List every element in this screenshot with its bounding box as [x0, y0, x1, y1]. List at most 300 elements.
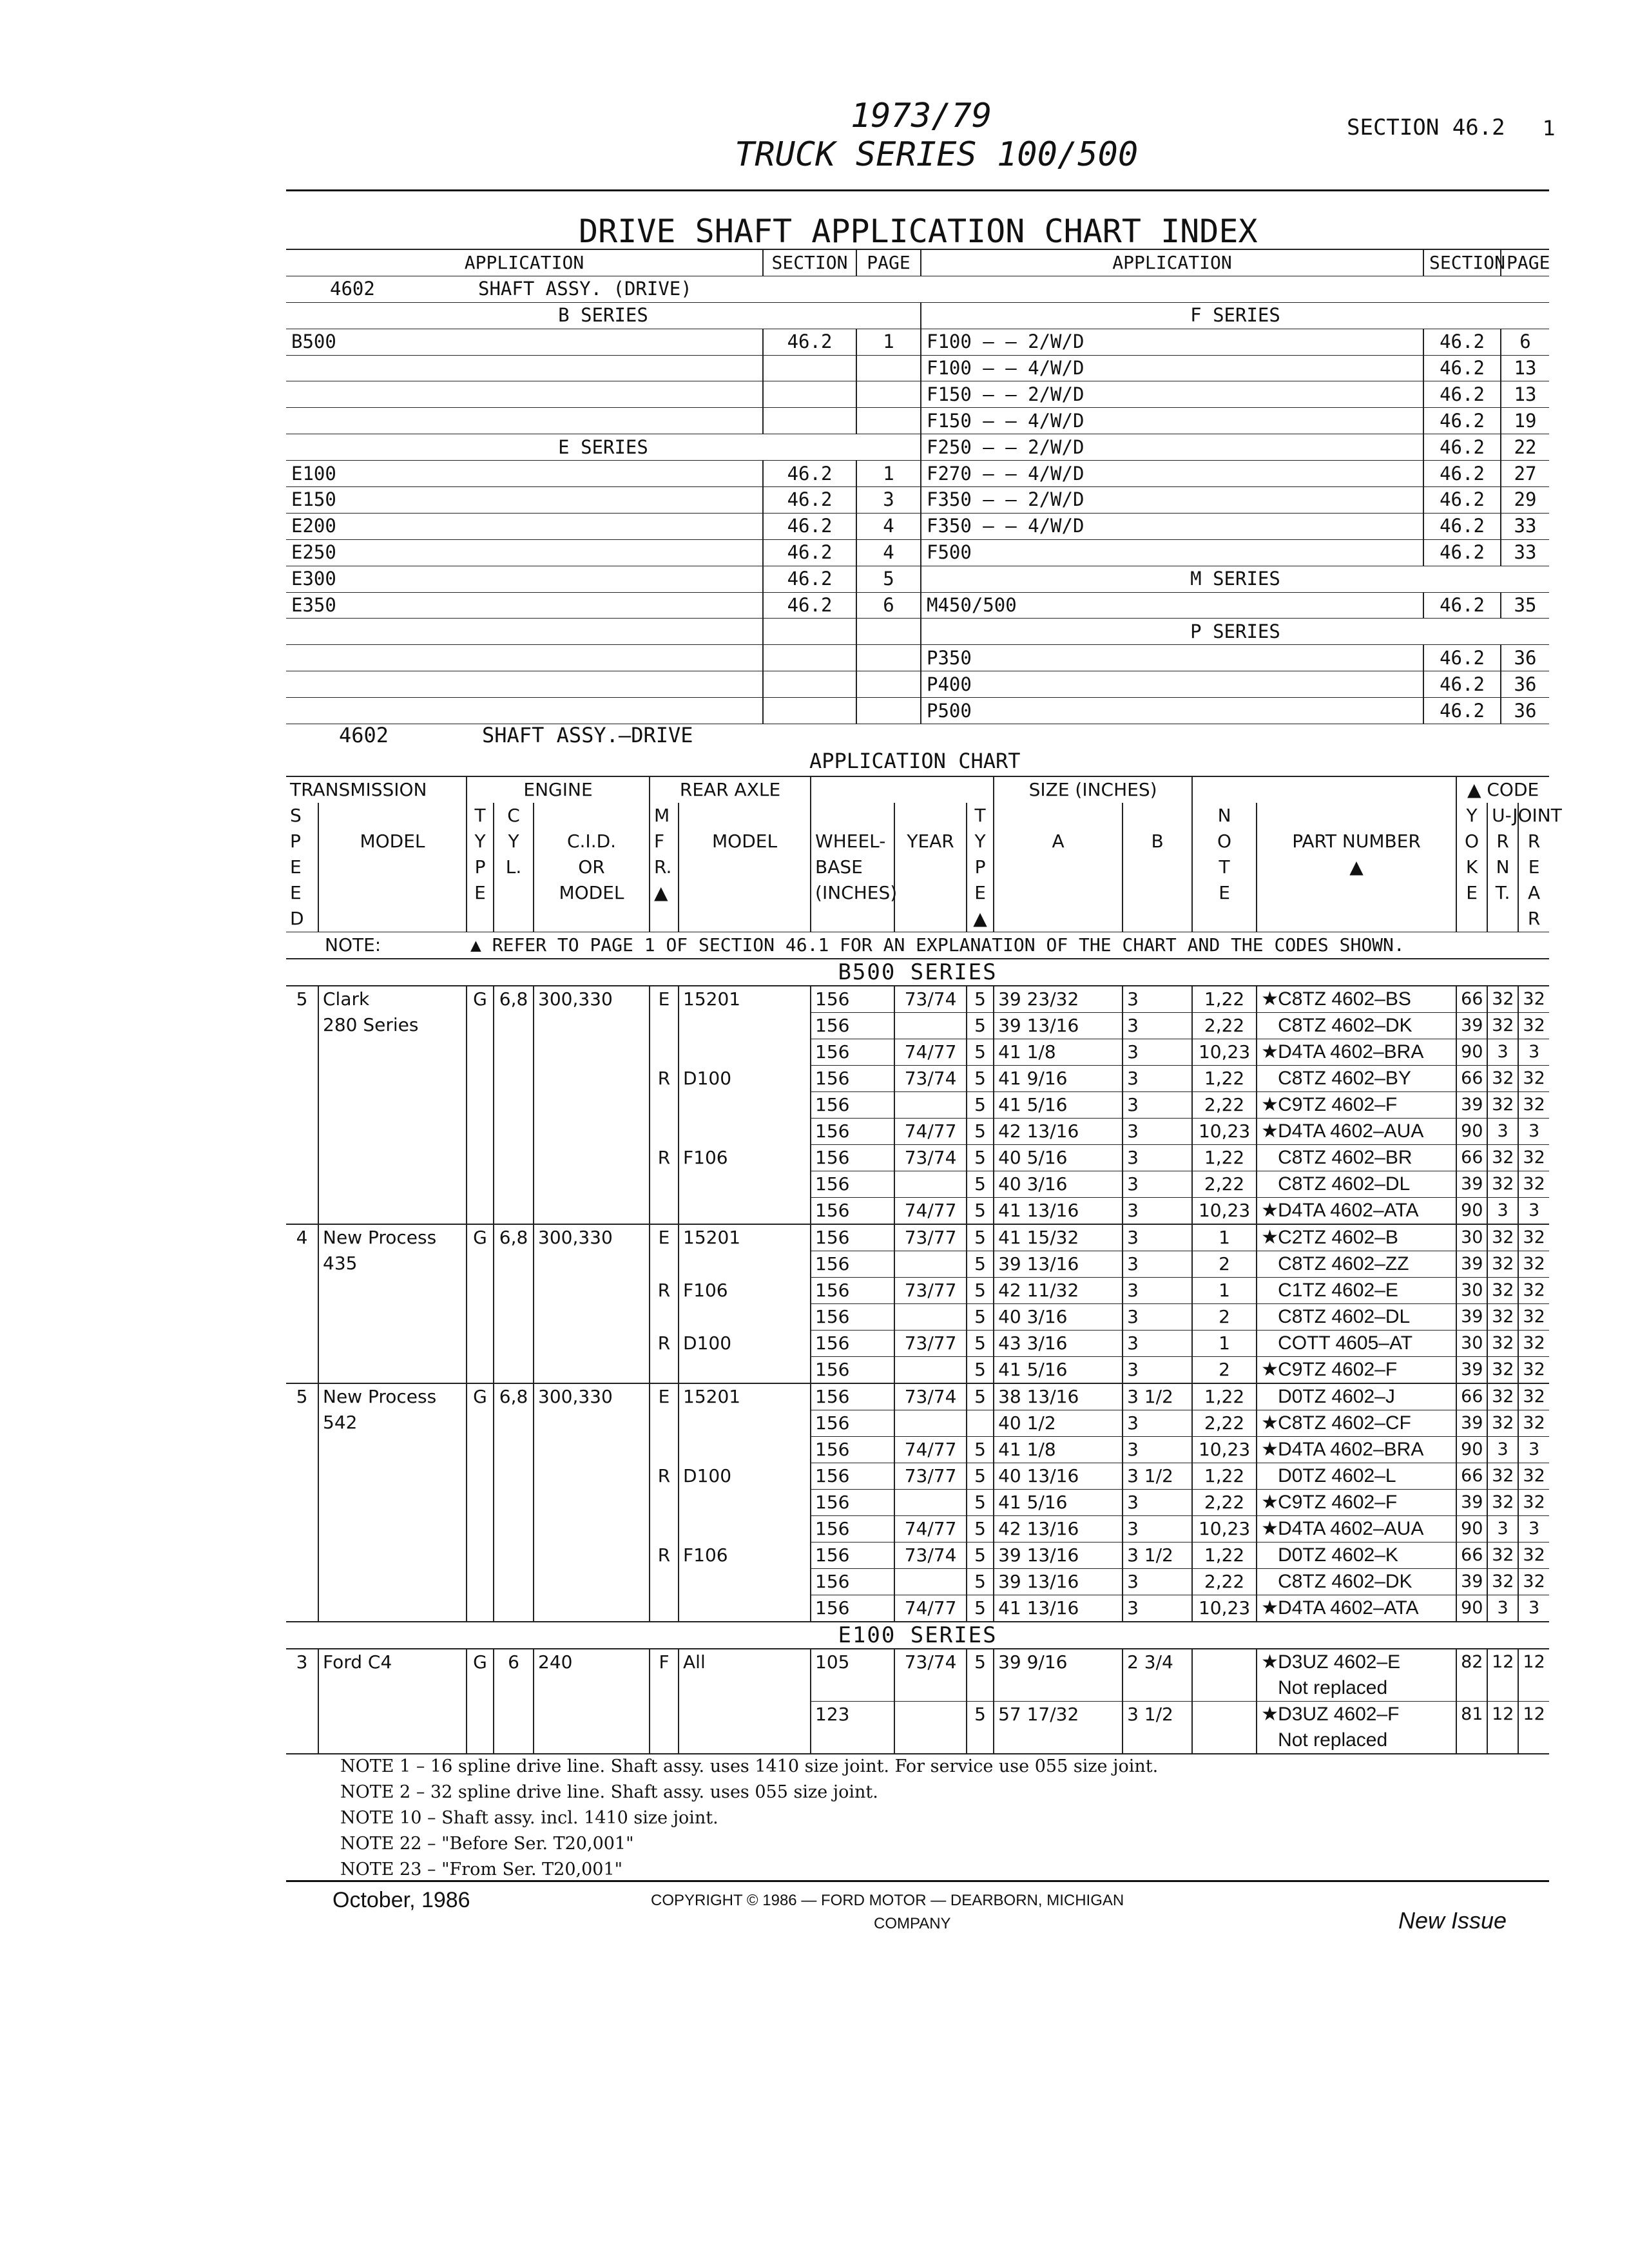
index-section: [763, 698, 856, 724]
header-year: 1973/79: [851, 97, 992, 135]
size-b-value: 3 1/2: [1123, 1463, 1192, 1490]
header-type: Y: [967, 829, 994, 854]
driveshaft-type: 5: [967, 1278, 994, 1304]
part-number: D4TA 4602–AUA: [1278, 1120, 1424, 1142]
index-section: 46.2: [1423, 381, 1501, 408]
driveshaft-type: 5: [967, 1013, 994, 1039]
index-page: [856, 355, 921, 381]
part-number-remark: Not replaced: [1278, 1729, 1388, 1751]
index-page: 1: [856, 329, 921, 355]
footer-rule: [286, 1880, 1549, 1882]
header-type: ▲: [967, 906, 994, 932]
size-a-value: 41 1/8: [994, 1039, 1123, 1066]
rear-joint-code: 32: [1518, 1066, 1549, 1092]
index-page: 33: [1501, 539, 1549, 566]
header-size-a: [994, 880, 1123, 906]
header-part-number: ▲: [1257, 854, 1456, 880]
note-value: 2: [1192, 1357, 1257, 1384]
part-number-cell: [1257, 1410, 1456, 1437]
wheelbase-value: 156: [811, 1357, 894, 1384]
year-value: 73/77: [894, 1224, 967, 1251]
front-joint-code: 3: [1487, 1198, 1518, 1225]
size-a-value: 41 1/8: [994, 1437, 1123, 1463]
size-b-value: 3: [1123, 1304, 1192, 1331]
header-rear: R: [1518, 906, 1549, 932]
header-type: P: [967, 854, 994, 880]
index-page: 5: [856, 566, 921, 592]
note-value: 2,22: [1192, 1410, 1257, 1437]
header-year: [894, 854, 967, 880]
engine-type: G: [467, 1649, 494, 1754]
table-bottom-row: [286, 1754, 1549, 1756]
axle-mfr: R: [650, 1145, 679, 1225]
size-a-value: 57 17/32: [994, 1702, 1123, 1754]
part-number-cell: [1257, 1198, 1456, 1225]
driveshaft-type: 5: [967, 1251, 994, 1278]
rear-joint-code: 32: [1518, 1569, 1549, 1595]
header-axle-model: [679, 906, 811, 932]
front-joint-code: 32: [1487, 1092, 1518, 1119]
part-number: C2TZ 4602–B: [1278, 1227, 1398, 1248]
year-value: 74/77: [894, 1595, 967, 1622]
driveshaft-type: 5: [967, 1092, 994, 1119]
wheelbase-value: 156: [811, 1224, 894, 1251]
engine-type: G: [467, 1383, 494, 1622]
header-transmission: TRANSMISSION: [286, 776, 467, 803]
header-rear: E: [1518, 854, 1549, 880]
driveshaft-type: 5: [967, 1198, 994, 1225]
note-value: 2,22: [1192, 1013, 1257, 1039]
size-a-value: 41 15/32: [994, 1224, 1123, 1251]
index-application: F500: [921, 539, 1423, 566]
header-model: [318, 906, 467, 932]
driveshaft-type: 5: [967, 1171, 994, 1198]
index-section: [763, 619, 856, 645]
rear-joint-code: 3: [1518, 1516, 1549, 1542]
index-application: F350 — — 2/W/D: [921, 487, 1423, 514]
yoke-code: 39: [1456, 1490, 1487, 1516]
header-front: T.: [1487, 880, 1518, 906]
rear-joint-code: 32: [1518, 986, 1549, 1013]
year-value: [894, 1013, 967, 1039]
part-number: D4TA 4602–ATA: [1278, 1597, 1419, 1619]
yoke-code: 66: [1456, 1145, 1487, 1171]
index-page: 29: [1501, 487, 1549, 514]
index-row: [286, 671, 1549, 698]
front-joint-code: 32: [1487, 1304, 1518, 1331]
yoke-code: 39: [1456, 1410, 1487, 1437]
part-number: C9TZ 4602–F: [1278, 1359, 1398, 1380]
wheelbase-value: 156: [811, 986, 894, 1013]
chart-note-row: [286, 932, 1549, 959]
year-value: [894, 1304, 967, 1331]
index-row: [286, 329, 1549, 355]
size-a-value: 40 3/16: [994, 1304, 1123, 1331]
transmission-model-line: Ford C4: [323, 1651, 392, 1673]
size-a-value: 42 11/32: [994, 1278, 1123, 1304]
rear-joint-code: 3: [1518, 1198, 1549, 1225]
size-b-value: 3: [1123, 1278, 1192, 1304]
header-size-a: [994, 854, 1123, 880]
header-part-number: [1257, 803, 1456, 829]
driveshaft-type: 5: [967, 1516, 994, 1542]
note-value: 2: [1192, 1251, 1257, 1278]
yoke-code: 39: [1456, 1013, 1487, 1039]
part-number: C8TZ 4602–BS: [1278, 988, 1411, 1010]
part-number-cell: [1257, 986, 1456, 1013]
header-speed: E: [290, 882, 302, 903]
rear-joint-code: 32: [1518, 1490, 1549, 1516]
wheelbase-value: 156: [811, 1013, 894, 1039]
header-cyl: C: [494, 803, 534, 829]
engine-cyl: 6: [494, 1649, 534, 1754]
size-a-value: 40 3/16: [994, 1171, 1123, 1198]
index-application: E200: [286, 513, 763, 539]
series-heading: E100 SERIES: [286, 1622, 1549, 1649]
index-section: 46.2: [763, 539, 856, 566]
note-value: 2: [1192, 1304, 1257, 1331]
size-b-value: 3: [1123, 1595, 1192, 1622]
part-number-note: [1257, 1675, 1456, 1702]
size-a-value: 42 13/16: [994, 1516, 1123, 1542]
part-number: D3UZ 4602–F: [1278, 1704, 1400, 1725]
header-axle-model: [679, 880, 811, 906]
size-a-value: 39 13/16: [994, 1013, 1123, 1039]
index-section: 46.2: [763, 566, 856, 592]
axle-model: D100: [679, 1331, 811, 1384]
front-joint-code: 32: [1487, 1278, 1518, 1304]
header-wheelbase: [811, 906, 894, 932]
part-number: C8TZ 4602–DK: [1278, 1015, 1412, 1036]
star-icon: ★: [1261, 1200, 1278, 1221]
note-value: 10,23: [1192, 1039, 1257, 1066]
star-icon: ★: [1261, 1359, 1278, 1380]
chart-header-row: [286, 906, 1549, 932]
year-value: [894, 1702, 967, 1754]
engine-cid: 240: [534, 1649, 650, 1754]
header-blank: [1192, 776, 1456, 803]
rear-joint-code: 32: [1518, 1171, 1549, 1198]
front-joint-code: 32: [1487, 1331, 1518, 1357]
header-rear-axle: REAR AXLE: [650, 776, 811, 803]
size-a-value: 39 13/16: [994, 1251, 1123, 1278]
yoke-code: 66: [1456, 1463, 1487, 1490]
index-part-row: [286, 276, 1549, 302]
index-col-section: SECTION: [1423, 249, 1501, 276]
axle-model: 15201: [679, 1224, 811, 1278]
front-joint-code: 32: [1487, 1357, 1518, 1384]
index-application: [286, 619, 763, 645]
year-value: 73/77: [894, 1463, 967, 1490]
size-b-value: 3 1/2: [1123, 1542, 1192, 1569]
index-series-heading: E SERIES: [286, 434, 921, 461]
part-number-note: [1257, 1727, 1456, 1754]
year-value: 74/77: [894, 1198, 967, 1225]
part-number: C9TZ 4602–F: [1278, 1492, 1398, 1513]
note-value: 10,23: [1192, 1119, 1257, 1145]
footer-date: October, 1986: [333, 1888, 470, 1912]
index-application: F150 — — 2/W/D: [921, 381, 1423, 408]
header-engine: ENGINE: [467, 776, 650, 803]
note-value: 1: [1192, 1278, 1257, 1304]
front-joint-code: 32: [1487, 986, 1518, 1013]
yoke-code: 90: [1456, 1039, 1487, 1066]
year-value: [894, 1092, 967, 1119]
header-cid: MODEL: [534, 880, 650, 906]
index-page: 27: [1501, 461, 1549, 487]
index-page: 19: [1501, 408, 1549, 434]
index-row: [286, 592, 1549, 619]
index-row: [286, 461, 1549, 487]
index-application: F270 — — 4/W/D: [921, 461, 1423, 487]
header-type: P: [467, 854, 494, 880]
yoke-code: 81: [1456, 1702, 1487, 1754]
driveshaft-type: 5: [967, 1490, 994, 1516]
series-heading-row: [286, 959, 1549, 986]
header-speed: S: [290, 805, 302, 826]
index-section: 46.2: [1423, 698, 1501, 724]
transmission-model-line: 435: [323, 1253, 358, 1274]
note-value: 10,23: [1192, 1198, 1257, 1225]
index-page: 3: [856, 487, 921, 514]
header-mfr: M: [650, 803, 679, 829]
header-cid: C.I.D.: [534, 829, 650, 854]
index-page: [856, 671, 921, 698]
axle-mfr: E: [650, 986, 679, 1066]
index-page: 6: [856, 592, 921, 619]
rear-joint-code: 32: [1518, 1410, 1549, 1437]
yoke-code: 66: [1456, 1542, 1487, 1569]
header-mfr: [650, 906, 679, 932]
note-line: NOTE 22 – "Before Ser. T20,001": [340, 1834, 634, 1854]
front-joint-code: 3: [1487, 1039, 1518, 1066]
size-b-value: 3: [1123, 986, 1192, 1013]
wheelbase-value: 156: [811, 1198, 894, 1225]
front-joint-code: 3: [1487, 1437, 1518, 1463]
year-value: 74/77: [894, 1119, 967, 1145]
wheelbase-value: 156: [811, 1569, 894, 1595]
header-note: E: [1192, 880, 1257, 906]
year-value: 74/77: [894, 1516, 967, 1542]
front-joint-code: 32: [1487, 1383, 1518, 1410]
size-b-value: 3: [1123, 1357, 1192, 1384]
header-model: [318, 803, 467, 829]
header-code: ▲ CODE: [1456, 776, 1549, 803]
note-value: 1,22: [1192, 1463, 1257, 1490]
header-series: TRUCK SERIES 100/500: [735, 135, 1139, 174]
index-application: [286, 698, 763, 724]
part-number-cell: [1257, 1304, 1456, 1331]
index-row: [286, 539, 1549, 566]
size-a-value: 41 5/16: [994, 1490, 1123, 1516]
driveshaft-type: 5: [967, 1649, 994, 1702]
index-application: B500: [286, 329, 763, 355]
size-a-value: 41 5/16: [994, 1357, 1123, 1384]
speed-value: 3: [286, 1649, 318, 1754]
header-part-number: [1257, 906, 1456, 932]
note-value: 1,22: [1192, 1145, 1257, 1171]
header-note: [1192, 906, 1257, 932]
size-b-value: 3: [1123, 1092, 1192, 1119]
axle-model: 15201: [679, 986, 811, 1066]
index-application: F250 — — 2/W/D: [921, 434, 1423, 461]
index-table: [286, 249, 1549, 724]
transmission-model: [318, 986, 467, 1224]
header-cyl: [494, 880, 534, 906]
index-page: 36: [1501, 671, 1549, 698]
wheelbase-value: 156: [811, 1145, 894, 1171]
year-value: [894, 1251, 967, 1278]
driveshaft-type: 5: [967, 1304, 994, 1331]
rear-joint-code: 32: [1518, 1013, 1549, 1039]
header-size-a: [994, 906, 1123, 932]
chart-header-row-1: [286, 776, 1549, 803]
part-number: C8TZ 4602–ZZ: [1278, 1253, 1409, 1274]
size-b-value: 3: [1123, 1437, 1192, 1463]
note-line: NOTE 23 – "From Ser. T20,001": [340, 1860, 623, 1879]
header-type: Y: [467, 829, 494, 854]
header-mfr: F: [650, 829, 679, 854]
header-year: [894, 803, 967, 829]
header-year: YEAR: [894, 829, 967, 854]
rear-joint-code: 12: [1518, 1649, 1549, 1702]
index-series-heading: B SERIES: [286, 302, 921, 329]
header-front: [1487, 906, 1518, 932]
star-icon: ★: [1261, 988, 1278, 1010]
note-value: 10,23: [1192, 1437, 1257, 1463]
yoke-code: 66: [1456, 1066, 1487, 1092]
driveshaft-type: 5: [967, 1039, 994, 1066]
star-icon: ★: [1261, 1412, 1278, 1434]
index-section: [763, 355, 856, 381]
index-application: [286, 671, 763, 698]
star-icon: ★: [1261, 1041, 1278, 1062]
index-section: [763, 645, 856, 671]
size-a-value: 39 13/16: [994, 1542, 1123, 1569]
engine-type: G: [467, 986, 494, 1224]
header-cyl: [494, 906, 534, 932]
driveshaft-type: 5: [967, 1331, 994, 1357]
index-page: 36: [1501, 645, 1549, 671]
rear-joint-code: 3: [1518, 1437, 1549, 1463]
yoke-code: 30: [1456, 1224, 1487, 1251]
year-value: [894, 1569, 967, 1595]
index-application: E100: [286, 461, 763, 487]
index-page: 1: [856, 461, 921, 487]
star-icon: ★: [1261, 1094, 1278, 1115]
chart-header-row: [286, 829, 1549, 854]
part-number: COTT 4605–AT: [1278, 1332, 1413, 1354]
star-icon: ★: [1261, 1120, 1278, 1142]
header-model: MODEL: [318, 829, 467, 854]
index-section: 46.2: [1423, 355, 1501, 381]
wheelbase-value: 156: [811, 1251, 894, 1278]
part-number-cell: [1257, 1092, 1456, 1119]
note-value: 10,23: [1192, 1516, 1257, 1542]
note-value: 1,22: [1192, 1542, 1257, 1569]
front-joint-code: 3: [1487, 1516, 1518, 1542]
index-application: M450/500: [921, 592, 1423, 619]
index-section: 46.2: [763, 329, 856, 355]
index-application: [286, 381, 763, 408]
index-application: E350: [286, 592, 763, 619]
index-page: 36: [1501, 698, 1549, 724]
wheelbase-value: 156: [811, 1437, 894, 1463]
chart-header-row: [286, 854, 1549, 880]
driveshaft-type: 5: [967, 1066, 994, 1092]
year-value: [894, 1171, 967, 1198]
speed-value: 5: [286, 1383, 318, 1622]
year-value: 73/74: [894, 1542, 967, 1569]
part-number: C8TZ 4602–DL: [1278, 1306, 1411, 1327]
front-joint-code: 32: [1487, 1224, 1518, 1251]
year-value: 73/74: [894, 1649, 967, 1702]
rear-joint-code: 32: [1518, 1383, 1549, 1410]
header-front: N: [1487, 854, 1518, 880]
index-row: [286, 513, 1549, 539]
part-number-cell: [1257, 1702, 1456, 1728]
rear-joint-code: 12: [1518, 1702, 1549, 1754]
part-number: C8TZ 4602–BY: [1278, 1068, 1411, 1089]
index-page: 4: [856, 539, 921, 566]
chart-header-row: [286, 880, 1549, 906]
wheelbase-value: 156: [811, 1304, 894, 1331]
size-a-value: 43 3/16: [994, 1331, 1123, 1357]
header-page-number: 1: [1543, 116, 1556, 140]
chart-note-label: NOTE:: [325, 934, 381, 956]
transmission-model-line: New Process: [323, 1386, 437, 1407]
header-size-b: B: [1123, 829, 1192, 854]
yoke-code: 66: [1456, 986, 1487, 1013]
axle-model: All: [679, 1649, 811, 1754]
size-b-value: 3: [1123, 1039, 1192, 1066]
index-application: F350 — — 4/W/D: [921, 513, 1423, 539]
axle-model: F106: [679, 1542, 811, 1622]
speed-value: 5: [286, 986, 318, 1224]
size-a-value: 41 13/16: [994, 1198, 1123, 1225]
header-yoke: K: [1456, 854, 1487, 880]
header-part-number: PART NUMBER: [1257, 829, 1456, 854]
rear-joint-code: 32: [1518, 1251, 1549, 1278]
index-series-heading: F SERIES: [921, 302, 1549, 329]
index-section: 46.2: [1423, 408, 1501, 434]
wheelbase-value: 156: [811, 1383, 894, 1410]
index-section: 46.2: [1423, 487, 1501, 514]
front-joint-code: 32: [1487, 1490, 1518, 1516]
index-application: P400: [921, 671, 1423, 698]
rear-joint-code: 32: [1518, 1278, 1549, 1304]
yoke-code: 90: [1456, 1516, 1487, 1542]
header-yoke: [1456, 906, 1487, 932]
footer-copyright: COPYRIGHT © 1986 — FORD MOTOR — DEARBORN, MICHIGAN: [651, 1892, 1124, 1909]
index-page: 6: [1501, 329, 1549, 355]
wheelbase-value: 156: [811, 1066, 894, 1092]
yoke-code: 30: [1456, 1278, 1487, 1304]
header-type: T: [467, 803, 494, 829]
index-col-page: PAGE: [1501, 249, 1549, 276]
header-cid: OR: [534, 854, 650, 880]
part-number-cell: [1257, 1357, 1456, 1384]
axle-model: F106: [679, 1145, 811, 1225]
front-joint-code: 12: [1487, 1702, 1518, 1754]
series-heading: B500 SERIES: [286, 959, 1549, 986]
driveshaft-type: 5: [967, 1437, 994, 1463]
index-page: 33: [1501, 513, 1549, 539]
index-part-label: [286, 276, 1549, 302]
wheelbase-value: 156: [811, 1331, 894, 1357]
index-page: [856, 645, 921, 671]
star-icon: ★: [1261, 1704, 1278, 1725]
